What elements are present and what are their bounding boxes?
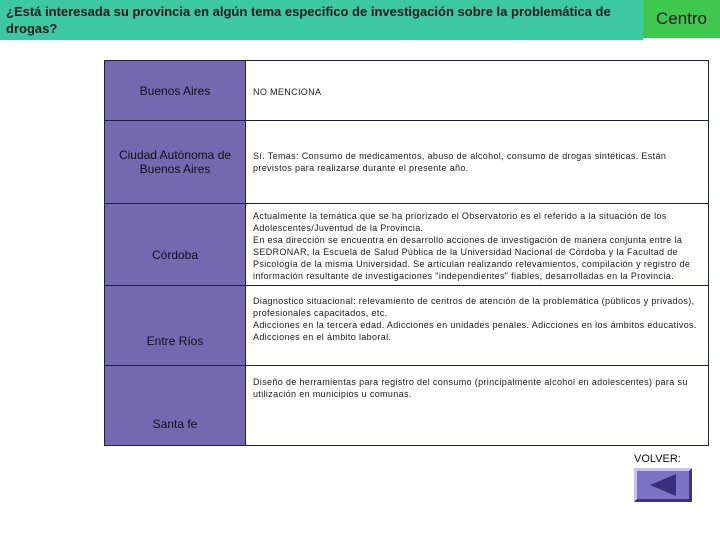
- province-cell: Córdoba: [105, 204, 246, 286]
- table-row: [105, 121, 709, 204]
- table-row: [105, 286, 709, 366]
- centro-tab[interactable]: Centro: [643, 0, 720, 38]
- table-row: [105, 204, 709, 286]
- answer-text: Diagnostico situacional: relevamiento de centros de atención de la problemática (públicos y privados), profesionales capacitados, etc.: [253, 296, 695, 318]
- answer-text: NO MENCIONA: [253, 87, 322, 97]
- province-cell: Entre Ríos: [105, 286, 246, 366]
- page-title: ¿Está interesada su provincia en algún tema especifico de investigación sobre la problemática de drogas?: [0, 0, 643, 40]
- volver-button[interactable]: [634, 468, 692, 502]
- table-row: [105, 366, 709, 446]
- answer-cell: [246, 286, 709, 366]
- answer-cell: [246, 61, 709, 121]
- table-row: [105, 61, 709, 121]
- answer-text: Sí. Temas: Consumo de medicamentos, abuso de alcohol, consumo de drogas sintéticas. Están previstos para realizarse durante el presente año.: [253, 151, 667, 173]
- triangle-left-icon: [646, 472, 680, 498]
- province-cell: Ciudad Autónoma de Buenos Aires: [105, 121, 246, 204]
- answer-cell: [246, 121, 709, 204]
- answer-text: Diseño de herramientas para registro del consumo (principalmente alcohol en adolescentes) para su utilización en municipios u comunas.: [253, 377, 688, 399]
- province-table: [104, 60, 709, 446]
- answer-cell: [246, 366, 709, 446]
- answer-text: Actualmente la temática que se ha priorizado el Observatorio es el referido a la situación de los Adolescentes/Juventud de la Provincia.: [253, 211, 667, 233]
- answer-cell: [246, 204, 709, 286]
- province-cell: Santa fe: [105, 366, 246, 446]
- volver-label: VOLVER:: [634, 453, 681, 465]
- answer-text: En esa dirección se encuentra en desarrollo acciones de investigación de manera conjunta entre la SEDRONAR, la Escuela de Salud Pública de la Universidad Nacional de Córdoba y la Facultad de Psicología de la misma Universidad. Se articulan realizando relevamientos, compilación y registro de información resultante de investigaciones "independientes" fiables, desarrolladas en la Provincia.: [253, 235, 691, 281]
- answer-text: Adicciones en la tercera edad. Adicciones en unidades penales. Adicciones en los ámbitos educativos. Adicciones en el ámbito laboral.: [253, 320, 697, 342]
- province-cell: Buenos Aires: [105, 61, 246, 121]
